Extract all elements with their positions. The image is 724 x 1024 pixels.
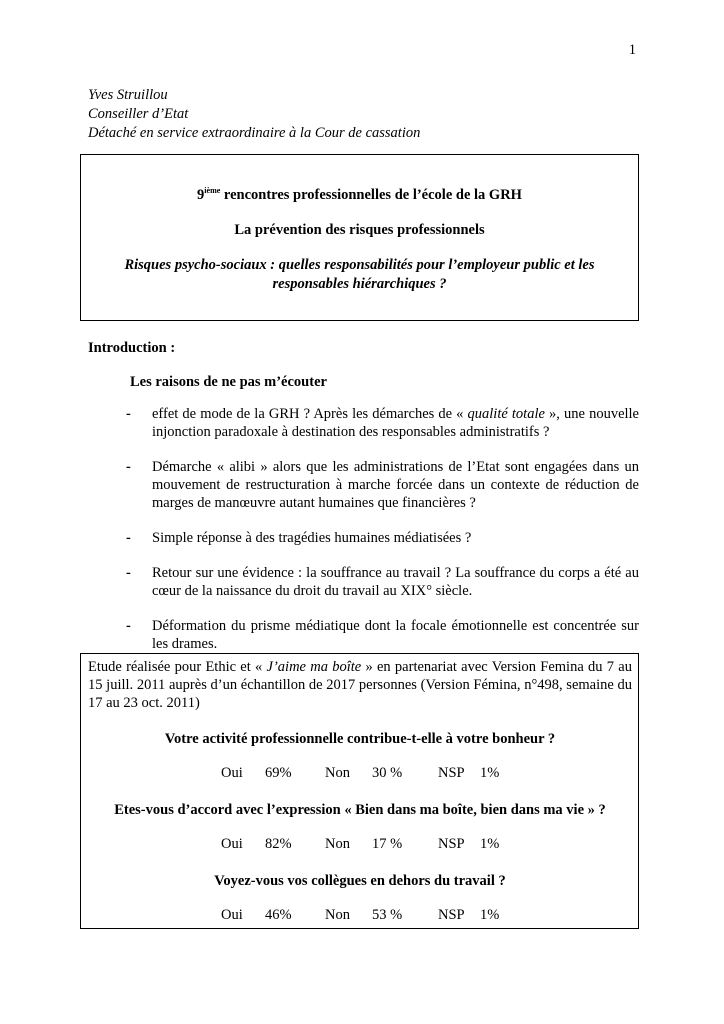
nsp-label: NSP [438, 765, 465, 781]
list-item [124, 458, 639, 512]
bullet-dash: - [126, 618, 131, 634]
survey-intro-text: Etude réalisée pour Ethic et « [88, 659, 267, 675]
nsp-value: 1% [480, 907, 500, 923]
author-position: Détaché en service extraordinaire à la Cour de cassation [88, 125, 421, 141]
oui-label: Oui [221, 836, 243, 852]
survey-question: Votre activité professionnelle contribue-t-elle à votre bonheur ? [164, 731, 556, 747]
nsp-label: NSP [438, 907, 465, 923]
oui-value: 82% [265, 836, 292, 852]
event-title [81, 186, 638, 204]
survey-results [88, 907, 632, 925]
bullet-emphasis: qualité totale [467, 406, 545, 422]
survey-question: Voyez-vous vos collègues en dehors du travail ? [214, 873, 506, 889]
list-item [124, 564, 639, 600]
bullet-dash: - [126, 530, 131, 546]
survey-results [88, 765, 632, 783]
non-label: Non [325, 836, 350, 852]
list-item [124, 405, 639, 441]
nsp-value: 1% [480, 836, 500, 852]
nsp-label: NSP [438, 836, 465, 852]
reasons-list [124, 405, 639, 670]
survey-study-name: J’aime ma boîte [266, 659, 362, 675]
bullet-dash: - [126, 459, 131, 475]
author-name: Yves Struillou [88, 87, 168, 103]
event-ordinal: 9 [197, 187, 205, 203]
author-title: Conseiller d’Etat [88, 106, 189, 122]
bullet-text: Retour sur une évidence : la souffrance au travail ? La souffrance du corps a été au cœur de la naissance du droit du travail au XIX° siècle. [152, 565, 639, 599]
bullet-dash: - [126, 565, 131, 581]
reasons-heading: Les raisons de ne pas m’écouter [130, 374, 327, 390]
survey-intro [88, 658, 632, 712]
bullet-text: Simple réponse à des tragédies humaines médiatisées ? [152, 530, 472, 546]
bullet-text: effet de mode de la GRH ? Après les démarches de « [152, 406, 468, 422]
talk-subtitle: Risques psycho-sociaux : quelles responsabilités pour l’employeur public et les responsables hiérarchiques ? [124, 257, 595, 292]
survey-results [88, 836, 632, 854]
list-item [124, 529, 639, 547]
survey-box [80, 653, 639, 929]
bullet-text: Déformation du prisme médiatique dont la focale émotionnelle est concentrée sur les drames. [152, 618, 639, 652]
non-value: 17 % [372, 836, 403, 852]
event-title-text: rencontres professionnelles de l’école de la GRH [220, 187, 522, 203]
non-label: Non [325, 907, 350, 923]
list-item [124, 617, 639, 653]
oui-value: 69% [265, 765, 292, 781]
title-box [80, 154, 639, 321]
survey-intro-text-cont: » en partenariat avec Version Femina du 7 au 15 juill. 2011 auprès d’un échantillon de 2017 personnes (Version Fémina, n°498, semaine du 17 au 23 oct. 2011) [88, 659, 632, 711]
nsp-value: 1% [480, 765, 500, 781]
event-ordinal-suffix: ième [204, 186, 221, 195]
bullet-dash: - [126, 406, 131, 422]
page-number: 1 [628, 42, 636, 58]
non-value: 30 % [372, 765, 403, 781]
oui-label: Oui [221, 765, 243, 781]
introduction-heading: Introduction : [88, 340, 176, 356]
survey-question: Etes-vous d’accord avec l’expression « Bien dans ma boîte, bien dans ma vie » ? [114, 802, 606, 818]
oui-label: Oui [221, 907, 243, 923]
bullet-text: Démarche « alibi » alors que les administrations de l’Etat sont engagées dans un mouvement de restructuration à marche forcée dans un contexte de réduction de marges de manœuvre autant humaines que financières ? [152, 459, 639, 511]
non-value: 53 % [372, 907, 403, 923]
author-block [88, 86, 420, 143]
non-label: Non [325, 765, 350, 781]
bullet-text-cont: », une nouvelle injonction paradoxale à destination des responsables administratifs ? [152, 406, 639, 440]
talk-theme: La prévention des risques professionnels [234, 222, 485, 238]
oui-value: 46% [265, 907, 292, 923]
